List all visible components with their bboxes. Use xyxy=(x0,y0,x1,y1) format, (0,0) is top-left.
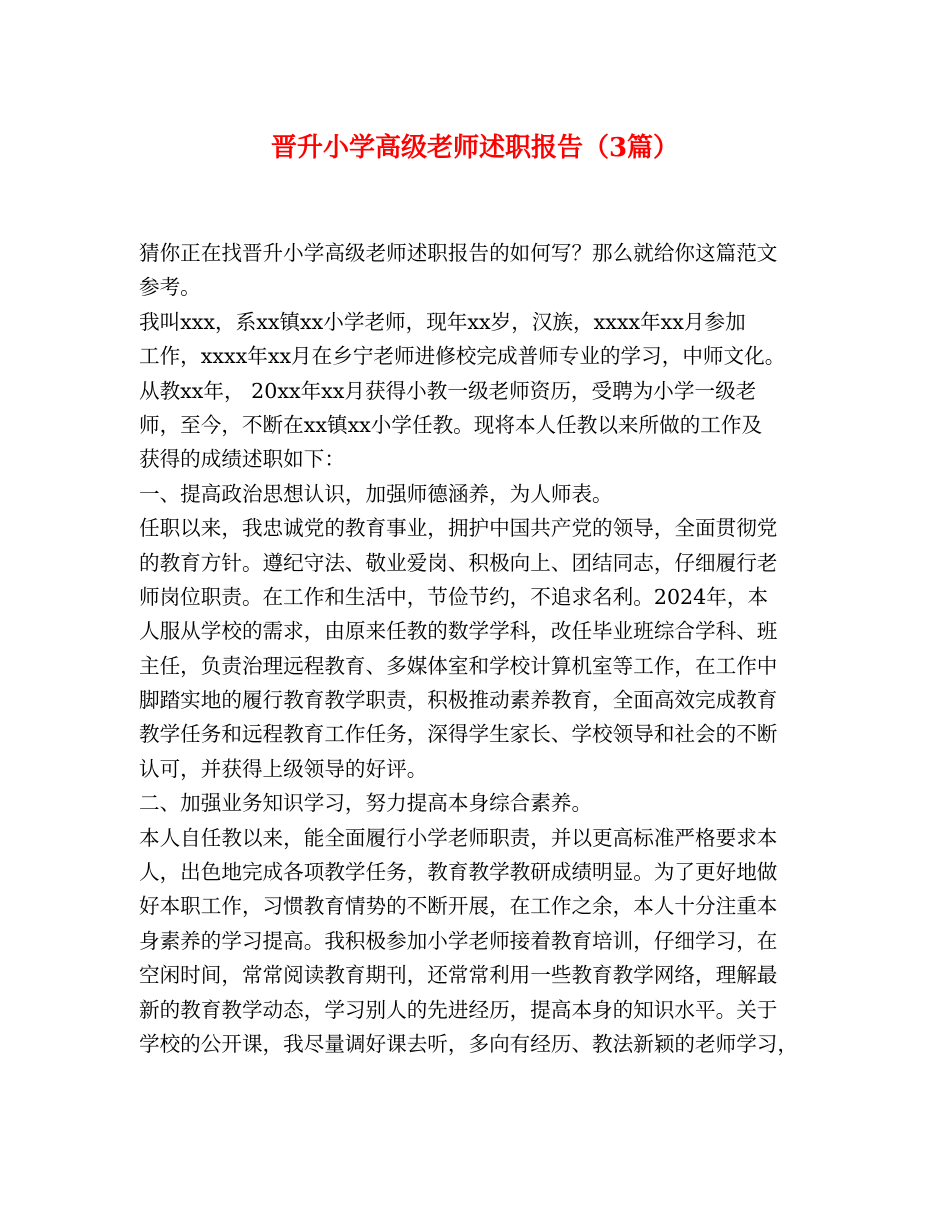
body-text-line: 一、提高政治思想认识，加强师德涵养，为人师表。 xyxy=(139,481,613,506)
body-text-line: 教学任务和远程教育工作任务，深得学生家长、学校领导和社会的不断 xyxy=(139,722,778,747)
body-text-line: 人服从学校的需求，由原来任教的数学学科，改任毕业班综合学科、班 xyxy=(139,619,778,644)
body-text-line: 我叫xxx，系xx镇xx小学老师，现年xx岁，汉族，xxxx年xx月参加 xyxy=(139,309,746,334)
body-text-line: 身素养的学习提高。我积极参加小学老师接着教育培训，仔细学习，在 xyxy=(139,928,778,953)
body-text-line: 任职以来，我忠诚党的教育事业，拥护中国共产党的领导，全面贯彻党 xyxy=(139,516,778,541)
body-text-line: 脚踏实地的履行教育教学职责，积极推动素养教育，全面高效完成教育 xyxy=(139,688,778,713)
document-body xyxy=(139,236,815,1061)
body-text-line: 好本职工作，习惯教育情势的不断开展，在工作之余，本人十分注重本 xyxy=(139,894,778,919)
body-text-line: 师，至今，不断在xx镇xx小学任教。现将本人任教以来所做的工作及 xyxy=(139,412,763,437)
body-text-line: 本人自任教以来，能全面履行小学老师职责，并以更高标准严格要求本 xyxy=(139,825,778,850)
body-text-line: 二、加强业务知识学习，努力提高本身综合素养。 xyxy=(139,791,593,816)
body-text-line: 新的教育教学动态，学习别人的先进经历，提高本身的知识水平。关于 xyxy=(139,997,778,1022)
body-text-line: 工作，xxxx年xx月在乡宁老师进修校完成普师专业的学习，中师文化。 xyxy=(139,344,786,369)
body-text-line: 的教育方针。遵纪守法、敬业爱岗、积极向上、团结同志，仔细履行老 xyxy=(139,550,778,575)
body-text-line: 师岗位职责。在工作和生活中，节俭节约，不追求名利。2024年，本 xyxy=(139,584,769,609)
body-text-line: 获得的成绩述职如下： xyxy=(139,447,345,472)
body-text-line: 学校的公开课，我尽量调好课去听，多向有经历、教法新颖的老师学习， xyxy=(139,1031,798,1056)
body-text-line: 主任，负责治理远程教育、多媒体室和学校计算机室等工作，在工作中 xyxy=(139,653,778,678)
document-title: 晋升小学高级老师述职报告（3篇） xyxy=(270,133,680,163)
body-text-line: 人，出色地完成各项教学任务，教育教学教研成绩明显。为了更好地做 xyxy=(139,860,778,885)
body-text-line: 认可，并获得上级领导的好评。 xyxy=(139,756,428,781)
body-text-line: 参考。 xyxy=(139,275,201,300)
body-text-line: 空闲时间，常常阅读教育期刊，还常常利用一些教育教学网络，理解最 xyxy=(139,963,778,988)
body-text-line: 猜你正在找晋升小学高级老师述职报告的如何写？那么就给你这篇范文 xyxy=(139,241,778,265)
body-text-line: 从教xx年， 20xx年xx月获得小教一级老师资历，受聘为小学一级老 xyxy=(139,378,757,403)
